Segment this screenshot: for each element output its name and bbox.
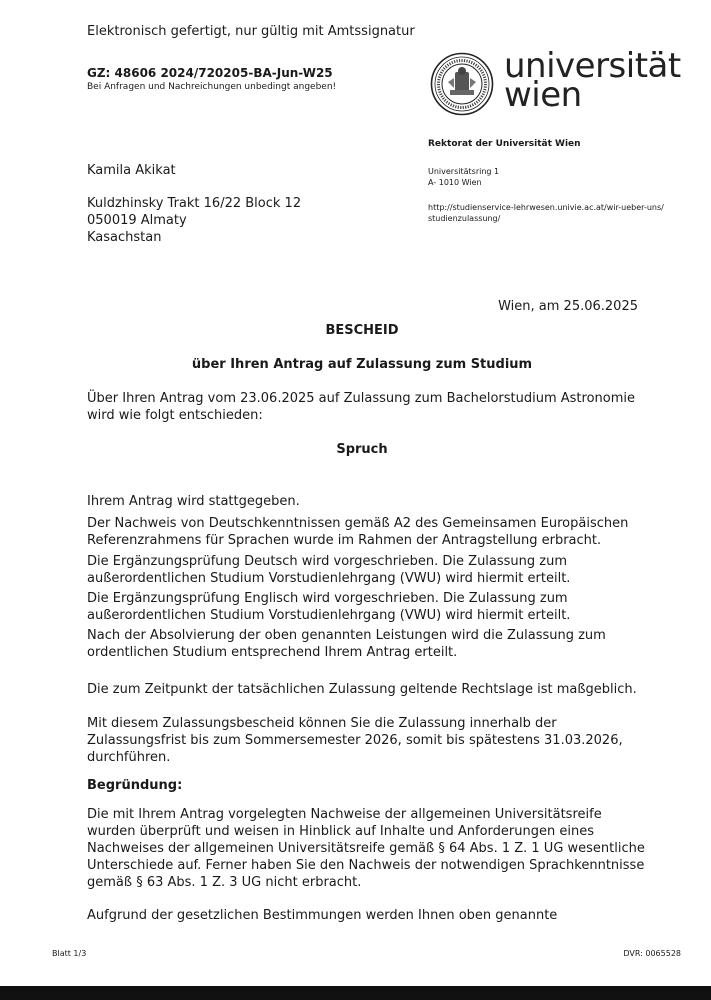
begruendung-paragraph-continued: Aufgrund der gesetzlichen Bestimmungen werden Ihnen oben genannte	[87, 908, 558, 923]
sender-street: Universitätsring 1	[428, 167, 500, 176]
begruendung-heading: Begründung:	[87, 778, 183, 793]
recipient-name: Kamila Akikat	[87, 163, 176, 178]
reference-hint: Bei Anfragen und Nachreichungen unbedingt angeben!	[87, 82, 337, 92]
sender-url[interactable]	[428, 202, 664, 224]
intro-paragraph: Über Ihren Antrag vom 23.06.2025 auf Zulassung zum Bachelorstudium Astronomie wird wie folgt entschieden:	[87, 391, 636, 423]
spruch-item: Ihrem Antrag wird stattgegeben.	[87, 494, 300, 509]
spruch-item: Nach der Absolvierung der oben genannten Leistungen wird die Zulassung zum ordentlichen Studium entsprechend Ihrem Antrag erteilt.	[87, 628, 606, 660]
spruch-heading: Spruch	[336, 442, 388, 457]
dvr-number: DVR: 0065528	[623, 949, 681, 958]
spruch-item: Die Ergänzungsprüfung Deutsch wird vorgeschrieben. Die Zulassung zum außerordentlichen Studium Vorstudienlehrgang (VWU) wird hiermit erteilt.	[87, 554, 571, 586]
spruch-item: Der Nachweis von Deutschkenntnissen gemäß A2 des Gemeinsamen Europäischen Referenzrahmens für Sprachen wurde im Rahmen der Antragstellung erbracht.	[87, 516, 629, 548]
university-wordmark	[504, 46, 681, 115]
sender-name: Rektorat der Universität Wien	[428, 139, 581, 149]
legal-basis-note: Die zum Zeitpunkt der tatsächlichen Zulassung geltende Rechtslage ist maßgeblich.	[87, 682, 637, 697]
document-date: Wien, am 25.06.2025	[498, 299, 638, 314]
page-number: Blatt 1/3	[52, 949, 87, 958]
sender-url-line1[interactable]: http://studienservice-lehrwesen.univie.ac.at/wir-ueber-uns/	[428, 203, 664, 212]
scan-edge-bar	[0, 986, 711, 1000]
wordmark-line2: wien	[504, 75, 582, 115]
electronic-notice: Elektronisch gefertigt, nur gültig mit Amtssignatur	[87, 24, 415, 39]
admission-deadline-note: Mit diesem Zulassungsbescheid können Sie die Zulassung innerhalb der Zulassungsfrist bis zum Sommersemester 2026, somit bis spätestens 31.03.2026, durchführen.	[87, 716, 623, 765]
sender-url-line2[interactable]: studienzulassung/	[428, 214, 501, 223]
spruch-item: Die Ergänzungsprüfung Englisch wird vorgeschrieben. Die Zulassung zum außerordentlichen Studium Vorstudienlehrgang (VWU) wird hiermit erteilt.	[87, 591, 571, 623]
document-subtitle: über Ihren Antrag auf Zulassung zum Studium	[191, 357, 533, 372]
recipient-street: Kuldzhinsky Trakt 16/22 Block 12	[87, 196, 302, 211]
recipient-country: Kasachstan	[87, 230, 162, 245]
begruendung-paragraph: Die mit Ihrem Antrag vorgelegten Nachweise der allgemeinen Universitätsreife wurden überprüft und weisen in Hinblick auf Inhalte und Anforderungen eines Nachweises der allgemeinen Universitätsreife gemäß § 64 Abs. 1 Z. 1 UG wesentliche Unterschiede auf. Ferner haben Sie den Nachweis der notwendigen Sprachkenntnisse gemäß § 63 Abs. 1 Z. 3 UG nicht erbracht.	[87, 807, 645, 890]
wordmark-line1: universität	[504, 46, 681, 86]
sender-city: A- 1010 Wien	[428, 178, 482, 187]
reference-number: GZ: 48606 2024/720205-BA-Jun-W25	[87, 66, 333, 80]
document-title: BESCHEID	[325, 323, 399, 338]
recipient-address	[87, 195, 301, 246]
university-seal-logo	[430, 52, 494, 116]
recipient-city: 050019 Almaty	[87, 213, 187, 228]
